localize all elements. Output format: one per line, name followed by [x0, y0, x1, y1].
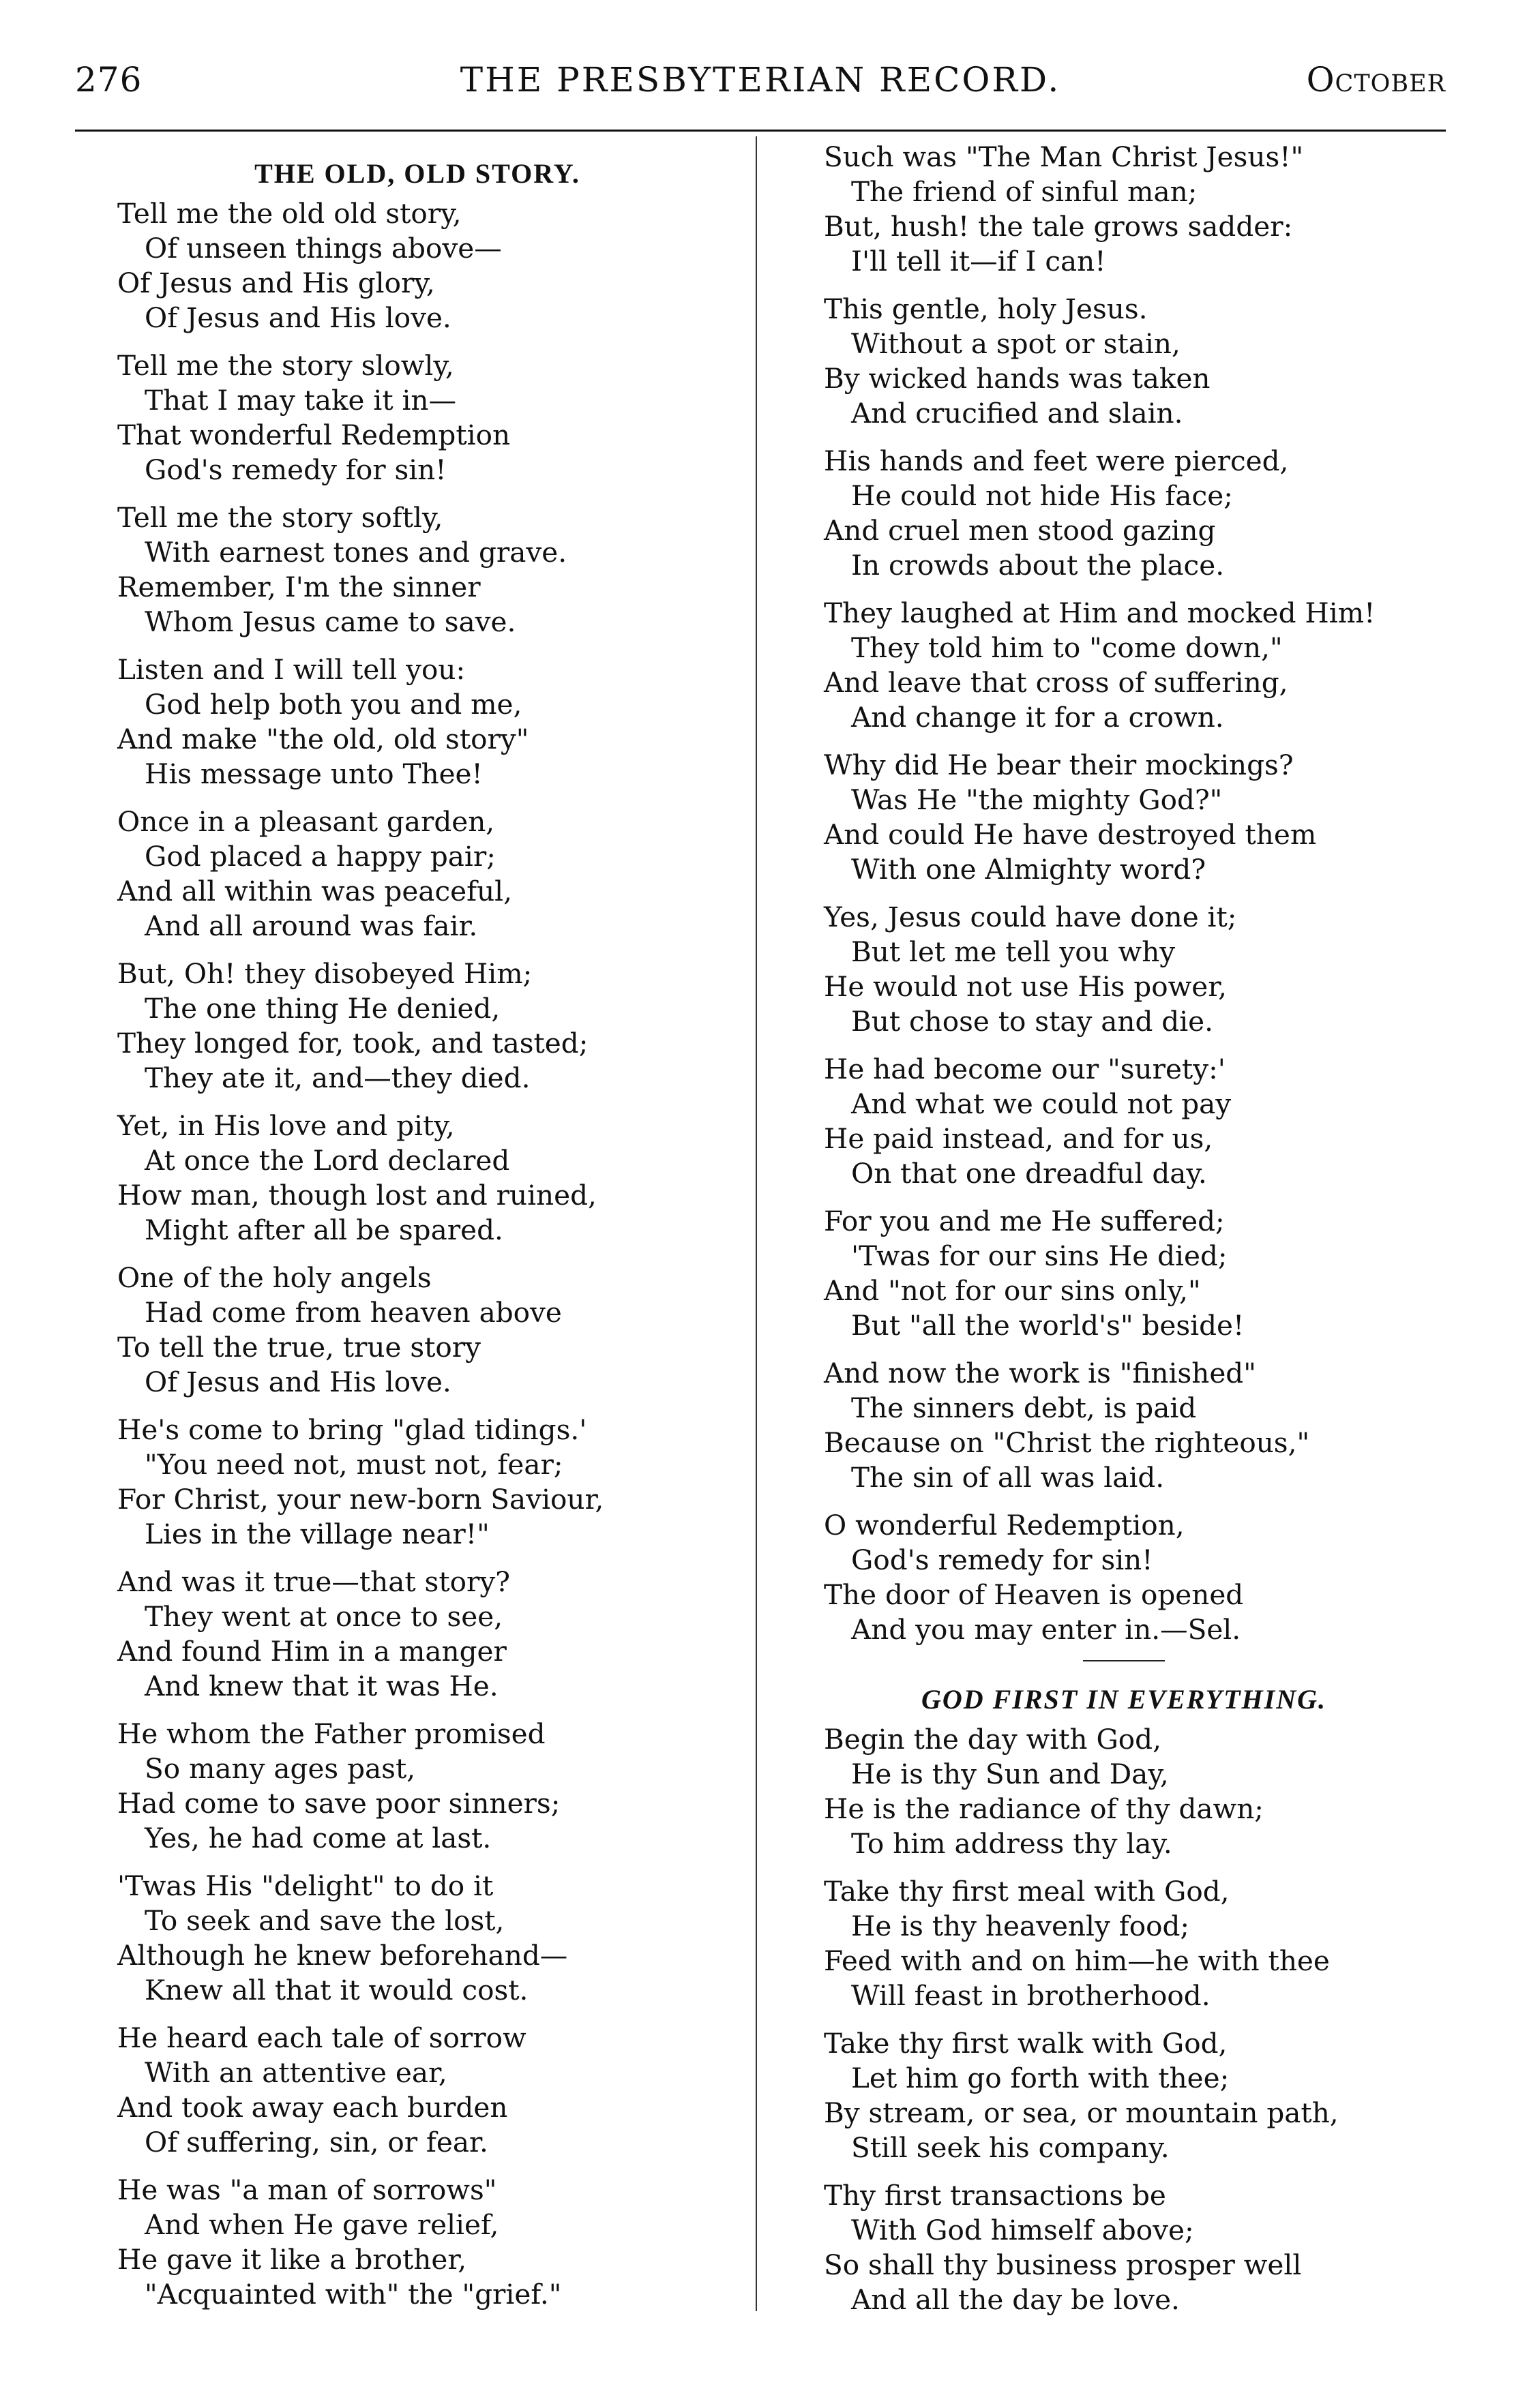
verse-line: "You need not, must not, fear;: [145, 1448, 563, 1481]
verse-line: And leave that cross of suffering,: [824, 666, 1288, 699]
verse-line: God's remedy for sin!: [145, 453, 447, 486]
verse-line: He had become our "surety:': [824, 1053, 1226, 1085]
verse-line: For Christ, your new-born Saviour,: [117, 1483, 604, 1516]
verse-line: God's remedy for sin!: [851, 1544, 1153, 1576]
verse-line: And knew that it was He.: [145, 1670, 499, 1702]
verse-line: Might after all be spared.: [145, 1214, 503, 1246]
verse-line: He would not use His power,: [824, 970, 1228, 1003]
verse-line: His hands and feet were pierced,: [824, 445, 1289, 477]
verse-line: He paid instead, and for us,: [824, 1122, 1213, 1155]
verse-line: At once the Lord declared: [145, 1144, 510, 1177]
verse-line: That wonderful Redemption: [117, 419, 511, 451]
verse-line: And found Him in a manger: [117, 1635, 507, 1668]
verse-line: Whom Jesus came to save.: [145, 605, 516, 638]
stanza: [117, 2021, 717, 2160]
verse-line: Begin the day with God,: [824, 1723, 1161, 1756]
verse-line: And crucified and slain.: [851, 397, 1183, 430]
verse-line: Lies in the village near!": [145, 1518, 490, 1550]
header-rule: [75, 130, 1446, 132]
left-column: [117, 140, 717, 2325]
verse-line: And was it true—that story?: [117, 1565, 510, 1598]
verse-line: That I may take it in—: [145, 384, 457, 417]
verse-line: And took away each burden: [117, 2091, 508, 2124]
verse-line: Of unseen things above—: [145, 232, 502, 265]
verse-line: Knew all that it would cost.: [145, 1974, 529, 2006]
verse-line: And now the work is "finished": [824, 1357, 1256, 1389]
stanza: [824, 140, 1424, 279]
verse-line: And "not for our sins only,": [824, 1274, 1201, 1307]
poem-title-old-old-story: THE OLD, OLD STORY.: [254, 158, 580, 189]
poem-body-god-first: [824, 1722, 1424, 2317]
verse-line: For you and me He suffered;: [824, 1205, 1225, 1237]
verse-line: The sinners debt, is paid: [851, 1391, 1197, 1424]
verse-line: Was He "the mighty God?": [851, 783, 1223, 816]
page-header: [75, 60, 1446, 108]
verse-line: Yet, in His love and pity,: [117, 1109, 455, 1142]
verse-line: Let him go forth with thee;: [851, 2062, 1230, 2094]
verse-line: Will feast in brotherhood.: [851, 1979, 1211, 2012]
verse-line: Of Jesus and His love.: [145, 1366, 451, 1398]
verse-line: I'll tell it—if I can!: [851, 245, 1106, 277]
verse-line: Had come to save poor sinners;: [117, 1787, 561, 1820]
verse-line: And all within was peaceful,: [117, 875, 513, 907]
stanza: [824, 1508, 1424, 1647]
verse-line: Yes, Jesus could have done it;: [824, 901, 1237, 933]
verse-line: The one thing He denied,: [145, 992, 501, 1025]
verse-line: Why did He bear their mockings?: [824, 749, 1294, 781]
verse-line: He whom the Father promised: [117, 1717, 546, 1750]
stanza: [824, 1052, 1424, 1191]
verse-line: Take thy first meal with God,: [824, 1875, 1230, 1908]
column-divider: [756, 136, 757, 2311]
verse-line: Feed with and on him—he with thee: [824, 1944, 1330, 1977]
verse-line: Yes, he had come at last.: [145, 1822, 492, 1854]
verse-line: And make "the old, old story": [117, 723, 529, 755]
verse-line: With God himself above;: [851, 2214, 1194, 2246]
verse-line: So many ages past,: [145, 1752, 416, 1785]
verse-line: With earnest tones and grave.: [145, 536, 567, 569]
verse-line: And cruel men stood gazing: [824, 514, 1216, 547]
verse-line: The friend of sinful man;: [851, 175, 1198, 208]
stanza: [824, 444, 1424, 583]
verse-line: On that one dreadful day.: [851, 1157, 1207, 1190]
verse-line: By stream, or sea, or mountain path,: [824, 2096, 1339, 2129]
verse-line: Of suffering, sin, or fear.: [145, 2126, 488, 2158]
verse-line: And what we could not pay: [851, 1087, 1232, 1120]
poem-end-rule: [1083, 1660, 1165, 1661]
stanza: [824, 1722, 1424, 1861]
verse-line: Once in a pleasant garden,: [117, 805, 495, 838]
verse-line: With an attentive ear,: [145, 2056, 447, 2089]
verse-line: Of Jesus and His love.: [145, 301, 451, 334]
stanza: [824, 596, 1424, 735]
verse-line: Tell me the story slowly,: [117, 349, 454, 382]
verse-line: His message unto Thee!: [145, 757, 483, 790]
verse-line: Without a spot or stain,: [851, 327, 1181, 360]
verse-line: So shall thy business prosper well: [824, 2248, 1302, 2281]
verse-line: In crowds about the place.: [851, 549, 1225, 582]
verse-line: God placed a happy pair;: [145, 840, 496, 873]
stanza: [117, 652, 717, 792]
verse-line: The sin of all was laid.: [851, 1461, 1165, 1494]
stanza: [117, 957, 717, 1096]
verse-line: He gave it like a brother,: [117, 2243, 467, 2276]
right-column: [824, 140, 1424, 2330]
verse-line: But "all the world's" beside!: [851, 1309, 1245, 1342]
verse-line: Remember, I'm the sinner: [117, 571, 481, 603]
verse-line: How man, though lost and ruined,: [117, 1179, 597, 1211]
verse-line: To tell the true, true story: [117, 1331, 481, 1364]
verse-line: Of Jesus and His glory,: [117, 267, 435, 299]
stanza: [824, 748, 1424, 887]
verse-line: And all around was fair.: [145, 909, 478, 942]
verse-line: And could He have destroyed them: [824, 818, 1317, 851]
verse-line: Because on "Christ the righteous,": [824, 1426, 1310, 1459]
verse-line: To seek and save the lost,: [145, 1904, 505, 1937]
verse-line: But, hush! the tale grows sadder:: [824, 210, 1293, 243]
verse-line: He heard each tale of sorrow: [117, 2021, 526, 2054]
stanza: [117, 1717, 717, 1856]
verse-line: He could not hide His face;: [851, 479, 1233, 512]
verse-line: To him address thy lay.: [851, 1827, 1172, 1860]
verse-line: He is thy heavenly food;: [851, 1910, 1190, 1942]
running-title: THE PRESBYTERIAN RECORD.: [460, 60, 1061, 100]
verse-line: But, Oh! they disobeyed Him;: [117, 957, 533, 990]
verse-line: They ate it, and—they died.: [145, 1062, 531, 1094]
stanza: [824, 2026, 1424, 2165]
verse-line: By wicked hands was taken: [824, 362, 1211, 395]
verse-line: Had come from heaven above: [145, 1296, 562, 1329]
verse-line: They laughed at Him and mocked Him!: [824, 597, 1376, 629]
stanza: [117, 1109, 717, 1248]
page-number: 276: [75, 60, 143, 100]
stanza: [117, 1565, 717, 1704]
verse-line: One of the holy angels: [117, 1261, 432, 1294]
verse-line: And you may enter in.—Sel.: [851, 1613, 1241, 1646]
stanza: [824, 292, 1424, 431]
stanza: [824, 900, 1424, 1039]
verse-line: This gentle, holy Jesus.: [824, 292, 1148, 325]
verse-line: Tell me the story softly,: [117, 501, 443, 534]
verse-line: Still seek his company.: [851, 2131, 1170, 2164]
poem-body-continued: [824, 140, 1424, 1647]
verse-line: And all the day be love.: [851, 2283, 1180, 2316]
stanza: [117, 348, 717, 487]
stanza: [824, 1356, 1424, 1495]
stanza: [824, 2178, 1424, 2317]
verse-line: And change it for a crown.: [851, 701, 1224, 734]
verse-line: God help both you and me,: [145, 688, 522, 721]
verse-line: They went at once to see,: [145, 1600, 503, 1633]
stanza: [824, 1204, 1424, 1343]
poem-body-old-old-story: [117, 196, 717, 2312]
verse-line: 'Twas His "delight" to do it: [117, 1869, 494, 1902]
stanza: [824, 1874, 1424, 2013]
verse-line: Listen and I will tell you:: [117, 653, 466, 686]
verse-line: He's come to bring "glad tidings.': [117, 1413, 587, 1446]
verse-line: But let me tell you why: [851, 935, 1176, 968]
verse-line: Tell me the old old story,: [117, 197, 462, 230]
verse-line: Thy first transactions be: [824, 2179, 1166, 2212]
verse-line: He was "a man of sorrows": [117, 2173, 497, 2206]
verse-line: 'Twas for our sins He died;: [851, 1239, 1228, 1272]
verse-line: They told him to "come down,": [851, 631, 1283, 664]
stanza: [117, 1413, 717, 1552]
verse-line: "Acquainted with" the "grief.": [145, 2278, 562, 2311]
verse-line: Although he knew beforehand—: [117, 1939, 568, 1972]
verse-line: Take thy first walk with God,: [824, 2027, 1228, 2060]
verse-line: And when He gave relief,: [145, 2208, 499, 2241]
stanza: [117, 1261, 717, 1400]
stanza: [117, 804, 717, 944]
stanza: [117, 2173, 717, 2312]
verse-line: But chose to stay and die.: [851, 1005, 1214, 1038]
stanza: [117, 196, 717, 335]
verse-line: Such was "The Man Christ Jesus!": [824, 140, 1304, 173]
stanza: [117, 500, 717, 639]
stanza: [117, 1869, 717, 2008]
verse-line: They longed for, took, and tasted;: [117, 1027, 589, 1059]
verse-line: The door of Heaven is opened: [824, 1578, 1244, 1611]
poem-title-god-first: GOD FIRST IN EVERYTHING.: [921, 1684, 1327, 1715]
verse-line: He is thy Sun and Day,: [851, 1758, 1169, 1790]
verse-line: O wonderful Redemption,: [824, 1509, 1185, 1541]
issue-month: October: [1306, 60, 1446, 100]
verse-line: With one Almighty word?: [851, 853, 1206, 886]
verse-line: He is the radiance of thy dawn;: [824, 1792, 1264, 1825]
